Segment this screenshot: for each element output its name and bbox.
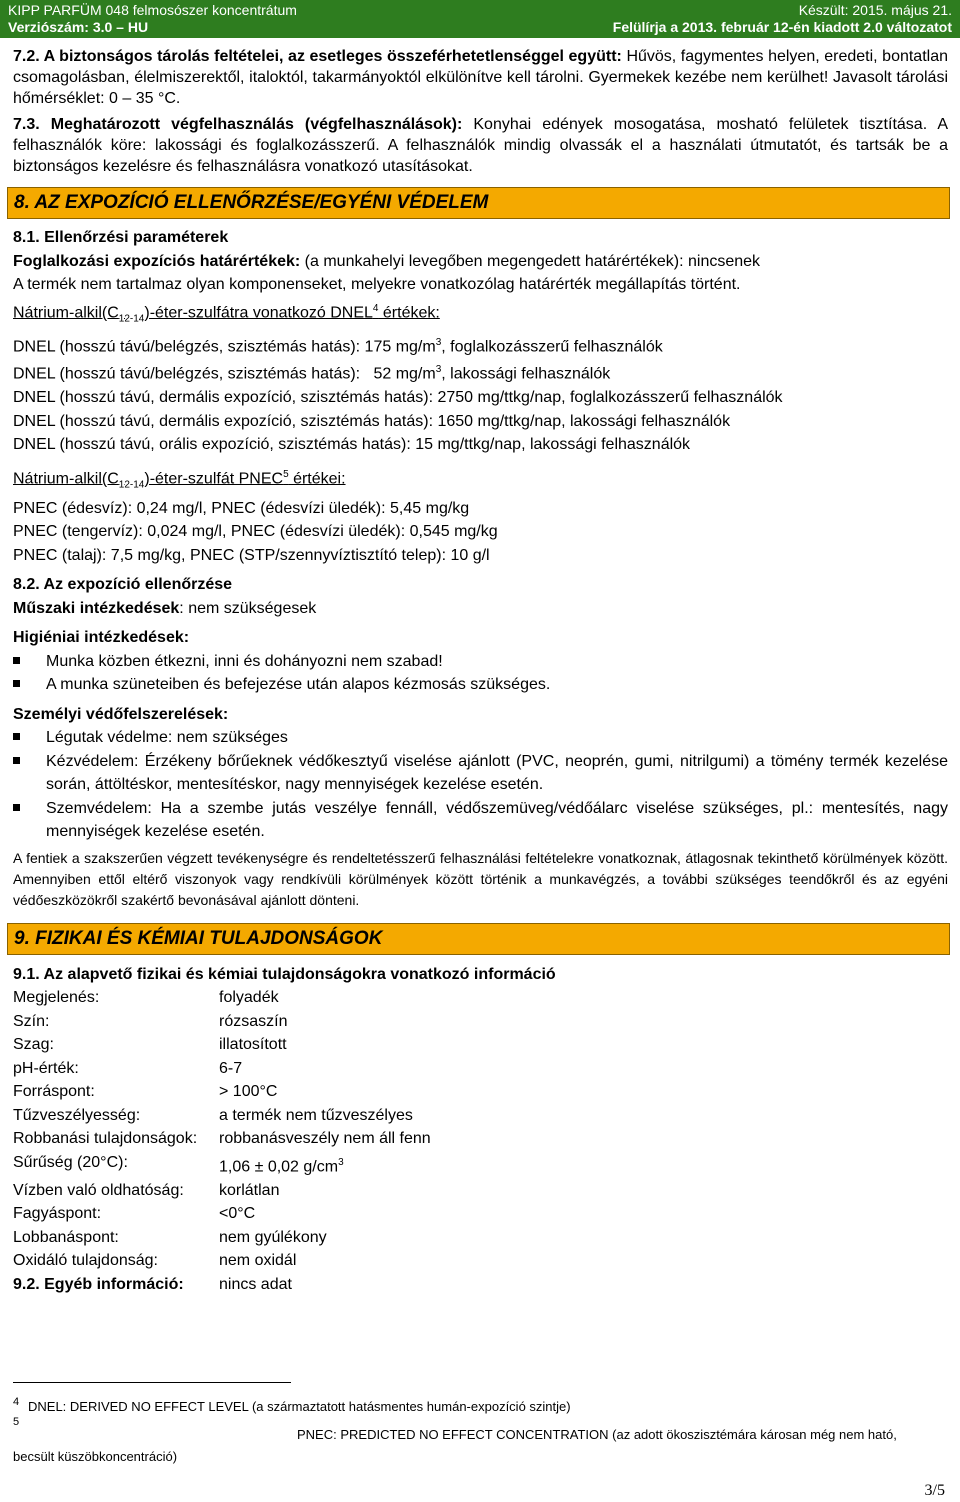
table-row: 9.2. Egyéb információ: nincs adat xyxy=(13,1275,292,1293)
hygiene-list xyxy=(13,650,948,697)
list-item: Kézvédelem: Érzékeny bőrűeknek védőkesztyű viselése ajánlott (PVC, neoprén, gumi, nitrilgumi) a tömény termék kezelése során, áttöltéskor, mentesítéskor, nagy mennyiségek kezelése esetén. xyxy=(13,750,948,797)
oel-note: A termék nem tartalmaz olyan komponenseket, melyekre vonatkozólag határérték megállapítás történt. xyxy=(13,276,741,293)
section-9-1 xyxy=(13,963,948,1296)
created-date: Készült: 2015. május 21. xyxy=(798,2,952,18)
dnel-heading: Nátrium-$alkil(C_{12-14})-éter$-szulfátra vonatkozó DNEL$^4$ értékek: xyxy=(13,302,440,325)
section-9-1-title: 9.1. Az alapvető fizikai és kémiai tulajdonságokra vonatkozó információ xyxy=(13,965,556,983)
table-row: pH-érték: 6-7 xyxy=(13,1059,243,1077)
ppe-list xyxy=(13,726,948,844)
section-9-heading: 9. FIZIKAI ÉS KÉMIAI TULAJDONSÁGOK xyxy=(7,923,950,955)
properties-table xyxy=(13,986,473,1296)
section-8-heading: 8. AZ EXPOZÍCIÓ ELLENŐRZÉSE/EGYÉNI VÉDELEM xyxy=(7,187,950,219)
exposure-note: A fentiek a szakszerűen végzett tevékenységre és rendeltetésszerű felhasználási feltételekre vonatkoznak, átlagosnak tekinthető körülmények között. Amennyiben ettől eltérő viszonyok vagy rendkívüli körülmények között történik a munkavégzés, a további szükséges teendőkről és az egyéni védőeszközökről szakértő bevonásával ajánlott dönteni. xyxy=(13,849,948,908)
list-item: Munka közben étkezni, inni és dohányozni nem szabad! xyxy=(13,650,948,674)
table-row: Szag: illatosított xyxy=(13,1036,287,1054)
dnel-row: DNEL (hosszú távú, orális expozíció, szisztémás hatás): 15 mg/ttkg/nap, lakossági felhasználók xyxy=(13,436,691,454)
product-title: KIPP PARFÜM 048 felmosószer koncentrátum xyxy=(8,2,297,18)
table-row: Lobbanáspont: nem gyúlékony xyxy=(13,1228,327,1246)
pnec-heading: Nátrium-$alkil(C_{12-14})-éter$-szulfát PNEC$^5$ értékei: xyxy=(13,468,346,491)
table-row: Tűzveszélyesség: a termék nem tűzveszélyes xyxy=(13,1106,413,1124)
oel-line: Foglalkozási expozíciós határértékek: (a munkahelyi levegőben megengedett határértékek): nincsenek xyxy=(13,252,761,270)
section-7-3: 7.3. Meghatározott végfelhasználás (végfelhasználások): Konyhai edények mosogatása, mosható felületek tisztítása. A felhasználók köre: lakossági és foglalkozásszerű. A felhasználók mindig olvassák el a használati útmutatót, és tartsák be a biztonságos kezelésre és felhasználásra vonatkozó utasításokat. xyxy=(13,116,948,175)
table-row: Fagyáspont: <0°C xyxy=(13,1205,256,1223)
pnec-row: PNEC (talaj): 7,5 mg/kg, PNEC (STP/szennyvíztisztító telep): 10 g/l xyxy=(13,546,490,564)
list-item: A munka szüneteiben és befejezése után alapos kézmosás szükséges. xyxy=(13,673,948,697)
page-content xyxy=(13,46,948,1296)
section-8-2-title: 8.2. Az expozíció ellenőrzése xyxy=(13,576,233,594)
hygiene-label: Higiéniai intézkedések: xyxy=(13,629,190,647)
table-row: Oxidáló tulajdonság: nem oxidál xyxy=(13,1252,297,1270)
table-row: Robbanási tulajdonságok: robbanásveszély nem áll fenn xyxy=(13,1130,431,1148)
section-8-1 xyxy=(13,226,948,567)
document-header xyxy=(0,0,960,38)
footnote-5-text: PNEC: PREDICTED NO EFFECT CONCENTRATION (az adott ökoszisztémára károsan még nem ható, xyxy=(297,1427,897,1442)
page-number: 3/5 xyxy=(924,1482,945,1499)
pnec-row: PNEC (tengervíz): 0,024 mg/l, PNEC (édesvízi üledék): 0,545 mg/kg xyxy=(13,523,498,541)
footnote-4-number: 4 xyxy=(13,1396,20,1408)
dnel-row: DNEL (hosszú távú/belégzés, szisztémás hatás): 175 $mg/m^3$, foglalkozásszerű felhasználók xyxy=(13,336,663,355)
footnote-5-number: 5 xyxy=(13,1416,20,1428)
version-label: Verziószám: 3.0 – HU xyxy=(8,19,149,35)
pnec-row: PNEC (édesvíz): 0,24 mg/l, PNEC (édesvízi üledék): 5,45 mg/kg xyxy=(13,499,470,517)
section-7-2: 7.2. A biztonságos tárolás feltételei, az esetleges összeférhetetlenséggel együtt: Hűvös, fagymentes helyen, eredeti, bontatlan csomagolásban, élelmiszerektől, italoktól, takarmányoktól elkülönítve kell tárolni. Gyermekek kezébe nem kerülhet! Javasolt tárolási hőmérséklet: 0 – 35 °C. xyxy=(13,48,949,107)
table-row: Szín: rózsaszín xyxy=(13,1012,288,1030)
footnote-4-text: DNEL: DERIVED NO EFFECT LEVEL (a származtatott hatásmentes humán-expozíció szintje) xyxy=(28,1399,571,1414)
footnote-divider xyxy=(13,1382,291,1383)
dnel-row: DNEL (hosszú távú, dermális expozíció, szisztémás hatás): 1650 mg/ttkg/nap, lakossági felhasználók xyxy=(13,412,731,430)
dnel-row: DNEL (hosszú távú/belégzés, szisztémás hatás): 52 $mg/m^3$, lakossági felhasználók xyxy=(13,364,611,383)
dnel-row: DNEL (hosszú távú, dermális expozíció, szisztémás hatás): 2750 mg/ttkg/nap, foglalkozásszerű felhasználók xyxy=(13,389,783,407)
table-row: Megjelenés: folyadék xyxy=(13,989,279,1007)
table-row: Sűrűség (20°C): 1,06 ± 0,02 $g/cm^3$ xyxy=(13,1153,344,1176)
section-8-2 xyxy=(13,573,948,911)
tech-measures: Műszaki intézkedések: nem szükségesek xyxy=(13,599,317,617)
ppe-label: Személyi védőfelszerelések: xyxy=(13,705,229,723)
section-8-1-title: 8.1. Ellenőrzési paraméterek xyxy=(13,229,229,246)
table-row: Vízben való oldhatóság: korlátlan xyxy=(13,1181,280,1199)
footnote-5-text-cont: becsült küszöbkoncentráció) xyxy=(13,1449,178,1464)
table-row: Forráspont: > 100°C xyxy=(13,1083,278,1101)
list-item: Szemvédelem: Ha a szembe jutás veszélye fennáll, védőszemüveg/védőálarc viselése szükséges, pl.: mentesítés, nagy mennyiségek kezelése esetén. xyxy=(13,797,948,844)
list-item: Légutak védelme: nem szükséges xyxy=(13,726,948,750)
supersedes-note: Felülírja a 2013. február 12-én kiadott 2.0 változatot xyxy=(612,19,952,35)
